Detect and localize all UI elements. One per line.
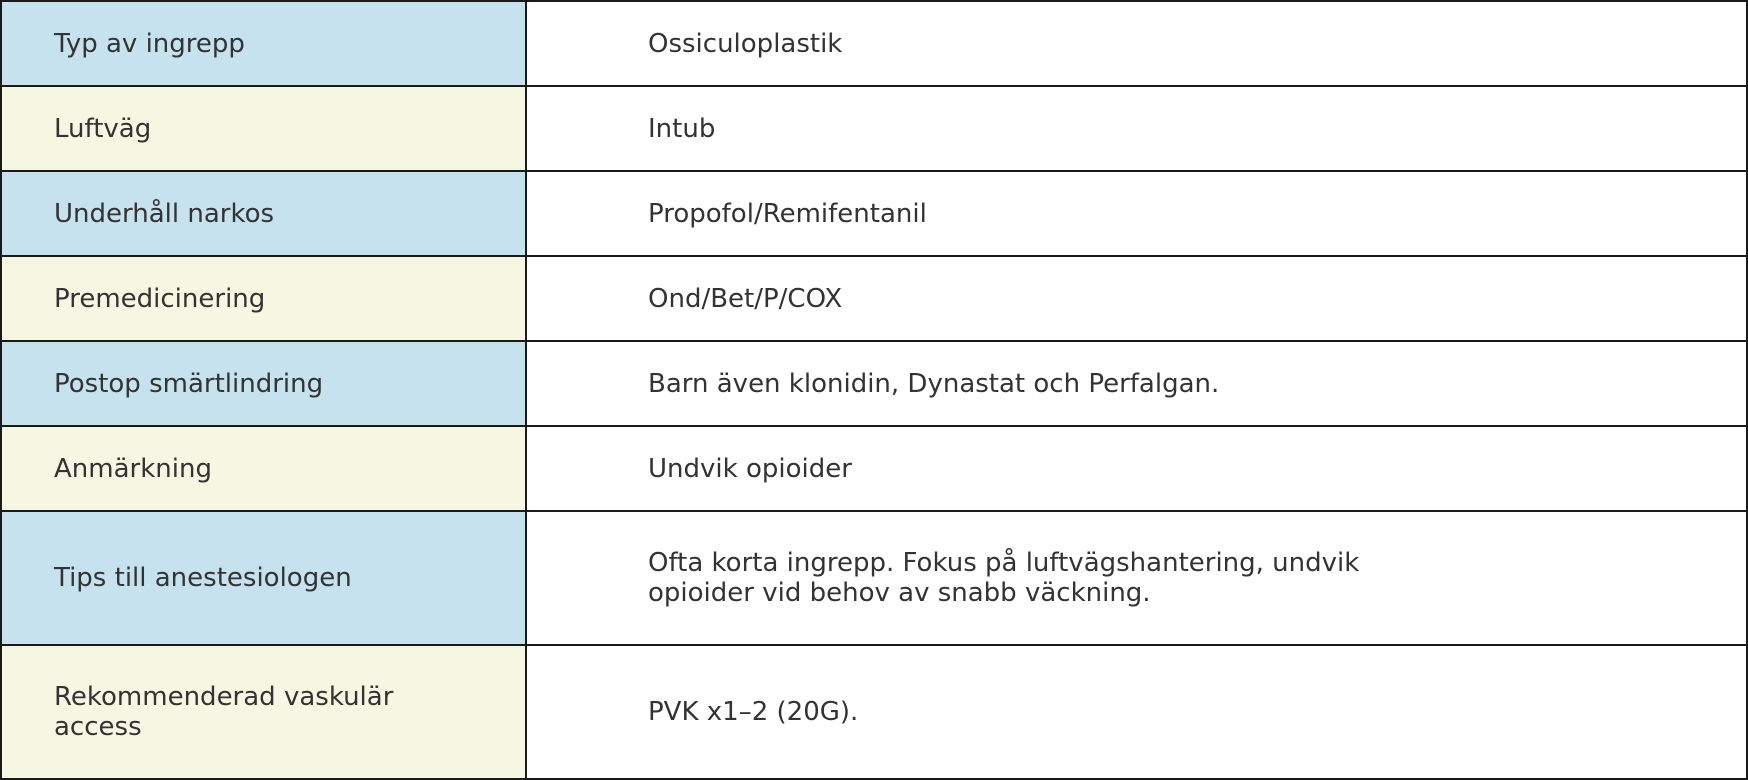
value-text: Ossiculoplastik [648,28,843,59]
row-label-procedure-type [2,2,527,87]
row-value-maintenance [527,172,1746,257]
value-text: Undvik opioider [648,453,852,484]
label-text: Typ av ingrepp [54,28,245,59]
row-value-premedication [527,257,1746,342]
label-text: Premedicinering [54,283,266,314]
value-text: PVK x1–2 (20G). [648,697,859,727]
label-text: Tips till anestesiologen [54,563,352,593]
row-value-postop-pain [527,342,1746,427]
row-label-vascular-access [2,646,527,778]
label-text: Postop smärtlindring [54,368,324,399]
row-label-maintenance [2,172,527,257]
row-value-tips [527,512,1746,646]
row-value-airway [527,87,1746,172]
value-text: Ofta korta ingrepp. Fokus på luftvägshantering, undvik opioider vid behov av snabb väckning. [648,548,1360,608]
row-value-vascular-access [527,646,1746,778]
row-label-postop-pain [2,342,527,427]
row-label-tips [2,512,527,646]
row-label-airway [2,87,527,172]
row-value-procedure-type [527,2,1746,87]
value-text: Barn även klonidin, Dynastat och Perfalgan. [648,368,1220,399]
label-text: Anmärkning [54,453,212,484]
row-value-remark [527,427,1746,512]
label-text: Underhåll narkos [54,198,275,229]
value-text: Intub [648,113,716,144]
value-text: Ond/Bet/P/COX [648,283,843,314]
label-text: Rekommenderad vaskulär access [54,682,394,742]
label-text: Luftväg [54,113,152,144]
row-label-premedication [2,257,527,342]
row-label-remark [2,427,527,512]
value-text: Propofol/Remifentanil [648,198,927,229]
